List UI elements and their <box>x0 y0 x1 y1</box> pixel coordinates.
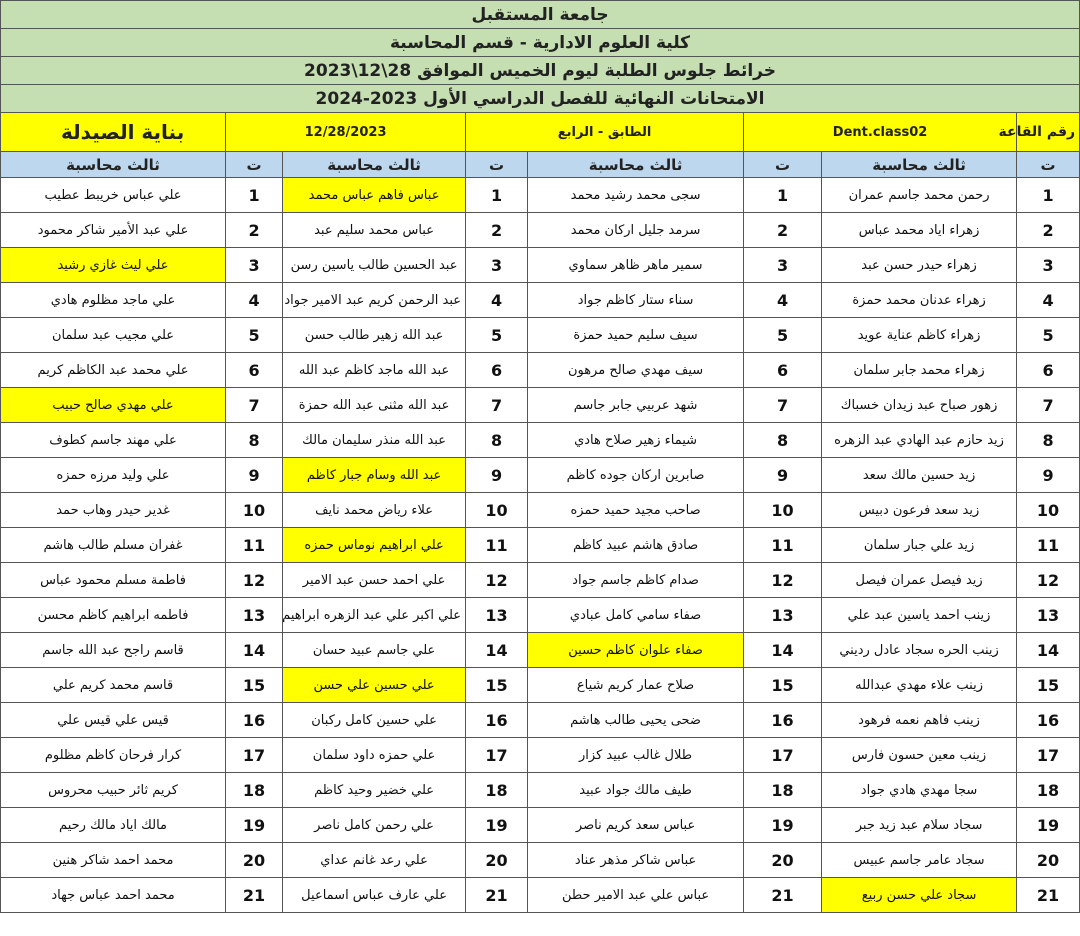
student-name: غفران مسلم طالب هاشم <box>1 528 226 563</box>
table-row <box>1 458 1080 493</box>
student-name: فاطمه ابراهيم كاظم محسن <box>1 598 226 633</box>
hall-label: رقم القاعة <box>1017 113 1080 152</box>
student-name: قيس علي قيس علي <box>1 703 226 738</box>
seat-number: 3 <box>1017 248 1080 283</box>
student-name: عبد الرحمن كريم عبد الامير جواد <box>283 283 466 318</box>
seat-number: 6 <box>466 353 528 388</box>
seat-number: 20 <box>466 843 528 878</box>
student-name: علاء رياض محمد نايف <box>283 493 466 528</box>
seat-number: 19 <box>226 808 283 843</box>
student-name: عباس شاكر مذهر عناد <box>528 843 744 878</box>
student-name: مالك اياد مالك رحيم <box>1 808 226 843</box>
info-row <box>1 113 1080 152</box>
seat-number: 12 <box>466 563 528 598</box>
student-name: كرار فرحان كاظم مظلوم <box>1 738 226 773</box>
table-row <box>1 878 1080 913</box>
seat-number: 13 <box>1017 598 1080 633</box>
student-name: صلاح عمار كريم شياع <box>528 668 744 703</box>
student-name: زينب علاء مهدي عبدالله <box>822 668 1017 703</box>
student-name: شهد عربيي جابر جاسم <box>528 388 744 423</box>
student-name: زهراء اياد محمد عباس <box>822 213 1017 248</box>
student-name: علي حمزه داود سلمان <box>283 738 466 773</box>
seat-number: 4 <box>226 283 283 318</box>
student-name: علي عارف عباس اسماعيل <box>283 878 466 913</box>
seat-number: 9 <box>1017 458 1080 493</box>
seat-number: 4 <box>1017 283 1080 318</box>
student-name: زينب احمد ياسين عبد علي <box>822 598 1017 633</box>
seat-number: 7 <box>226 388 283 423</box>
student-name: علي مهند جاسم كطوف <box>1 423 226 458</box>
student-name: زيد فيصل عمران فيصل <box>822 563 1017 598</box>
table-row <box>1 563 1080 598</box>
student-name: سجاد علي حسن ربيع <box>822 878 1017 913</box>
seat-number: 12 <box>226 563 283 598</box>
student-name: زيد علي جبار سلمان <box>822 528 1017 563</box>
column-header-stage: ثالث محاسبة <box>528 152 744 178</box>
student-name: سجا مهدي هادي جواد <box>822 773 1017 808</box>
table-row <box>1 808 1080 843</box>
seat-number: 15 <box>1017 668 1080 703</box>
seat-number: 11 <box>744 528 822 563</box>
table-row <box>1 843 1080 878</box>
seat-number: 17 <box>744 738 822 773</box>
seat-number: 7 <box>744 388 822 423</box>
student-name: علي عبد الأمير شاكر محمود <box>1 213 226 248</box>
student-name: سجاد عامر جاسم عبيس <box>822 843 1017 878</box>
student-name: علي اكبر علي عبد الزهره ابراهيم <box>283 598 466 633</box>
table-row <box>1 598 1080 633</box>
student-name: عبد الله مثنى عبد الله حمزة <box>283 388 466 423</box>
seat-number: 10 <box>466 493 528 528</box>
seat-number: 21 <box>1017 878 1080 913</box>
seat-number: 4 <box>466 283 528 318</box>
seat-number: 16 <box>226 703 283 738</box>
student-name: طلال غالب عبيد كزار <box>528 738 744 773</box>
student-name: فاطمة مسلم محمود عباس <box>1 563 226 598</box>
seat-number: 21 <box>744 878 822 913</box>
table-row <box>1 703 1080 738</box>
title-row-exams <box>1 85 1080 113</box>
student-name: علي مجيب عبد سلمان <box>1 318 226 353</box>
student-name: زينب الحره سجاد عادل رديني <box>822 633 1017 668</box>
seat-number: 8 <box>226 423 283 458</box>
seat-number: 11 <box>226 528 283 563</box>
seat-number: 17 <box>226 738 283 773</box>
student-name: علي رحمن كامل ناصر <box>283 808 466 843</box>
seat-number: 13 <box>226 598 283 633</box>
seat-number: 15 <box>226 668 283 703</box>
student-name: شيماء زهير صلاح هادي <box>528 423 744 458</box>
seat-number: 12 <box>1017 563 1080 598</box>
table-row <box>1 493 1080 528</box>
student-name: زيد حازم عبد الهادي عبد الزهره <box>822 423 1017 458</box>
seat-number: 9 <box>744 458 822 493</box>
seat-number: 6 <box>226 353 283 388</box>
table-row <box>1 283 1080 318</box>
seat-number: 16 <box>466 703 528 738</box>
table-row <box>1 353 1080 388</box>
column-header-seq: ت <box>744 152 822 178</box>
student-name: محمد احمد عباس جهاد <box>1 878 226 913</box>
student-name: علي احمد حسن عبد الامير <box>283 563 466 598</box>
seat-number: 17 <box>466 738 528 773</box>
seat-number: 2 <box>1017 213 1080 248</box>
seat-number: 18 <box>466 773 528 808</box>
seat-number: 20 <box>744 843 822 878</box>
university-title: جامعة المستقبل <box>1 1 1080 29</box>
seat-number: 2 <box>744 213 822 248</box>
student-name: سمير ماهر ظاهر سماوي <box>528 248 744 283</box>
student-name: طيف مالك جواد عبيد <box>528 773 744 808</box>
seat-number: 9 <box>466 458 528 493</box>
table-row <box>1 178 1080 213</box>
seat-number: 19 <box>466 808 528 843</box>
seat-number: 18 <box>1017 773 1080 808</box>
student-name: زيد سعد فرعون دبيس <box>822 493 1017 528</box>
table-row <box>1 773 1080 808</box>
student-name: صادق هاشم عبيد كاظم <box>528 528 744 563</box>
seat-number: 6 <box>1017 353 1080 388</box>
seat-number: 8 <box>1017 423 1080 458</box>
student-name: عباس سعد كريم ناصر <box>528 808 744 843</box>
student-name: عباس علي عبد الامير حطن <box>528 878 744 913</box>
seat-number: 10 <box>744 493 822 528</box>
seat-number: 3 <box>466 248 528 283</box>
seat-number: 19 <box>1017 808 1080 843</box>
student-name: سجاد سلام عبد زيد جبر <box>822 808 1017 843</box>
student-name: علي حسين كامل ركبان <box>283 703 466 738</box>
table-row <box>1 738 1080 773</box>
floor-value: الطابق - الرابع <box>466 113 744 152</box>
seat-number: 5 <box>744 318 822 353</box>
seat-number: 15 <box>466 668 528 703</box>
student-name: عبد الله وسام جبار كاظم <box>283 458 466 493</box>
seat-number: 3 <box>226 248 283 283</box>
column-header-stage: ثالث محاسبة <box>822 152 1017 178</box>
student-name: سيف سليم حميد حمزة <box>528 318 744 353</box>
student-name: علي خضير وحيد كاظم <box>283 773 466 808</box>
college-title: كلية العلوم الادارية - قسم المحاسبة <box>1 29 1080 57</box>
seat-number: 20 <box>226 843 283 878</box>
student-name: علي ليث غازي رشيد <box>1 248 226 283</box>
seat-number: 11 <box>1017 528 1080 563</box>
seat-number: 18 <box>744 773 822 808</box>
student-name: محمد احمد شاكر هنين <box>1 843 226 878</box>
seat-number: 13 <box>744 598 822 633</box>
title-row-college <box>1 29 1080 57</box>
student-name: ضحى يحيى طالب هاشم <box>528 703 744 738</box>
student-name: علي جاسم عبيد حسان <box>283 633 466 668</box>
date-value: 12/28/2023 <box>226 113 466 152</box>
student-name: عباس محمد سليم عبد <box>283 213 466 248</box>
column-header-row <box>1 152 1080 178</box>
seat-number: 1 <box>744 178 822 213</box>
student-name: علي حسين علي حسن <box>283 668 466 703</box>
title-row-university <box>1 1 1080 29</box>
seat-number: 9 <box>226 458 283 493</box>
student-name: صدام كاظم جاسم جواد <box>528 563 744 598</box>
student-name: علي وليد مرزه حمزه <box>1 458 226 493</box>
student-name: علي ابراهيم نوماس حمزه <box>283 528 466 563</box>
student-name: سيف مهدي صالح مرهون <box>528 353 744 388</box>
seat-number: 6 <box>744 353 822 388</box>
student-name: عبد الحسين طالب ياسين رسن <box>283 248 466 283</box>
student-name: قاسم راجح عبد الله جاسم <box>1 633 226 668</box>
table-row <box>1 668 1080 703</box>
seat-number: 14 <box>466 633 528 668</box>
seat-number: 1 <box>1017 178 1080 213</box>
seat-number: 17 <box>1017 738 1080 773</box>
student-name: قاسم محمد كريم علي <box>1 668 226 703</box>
column-header-stage: ثالث محاسبة <box>283 152 466 178</box>
student-name: سرمد جليل اركان محمد <box>528 213 744 248</box>
seat-number: 5 <box>1017 318 1080 353</box>
seat-number: 5 <box>466 318 528 353</box>
building-value: بناية الصيدلة <box>1 113 226 152</box>
table-row <box>1 423 1080 458</box>
table-row <box>1 388 1080 423</box>
seat-number: 12 <box>744 563 822 598</box>
seat-number: 18 <box>226 773 283 808</box>
table-row <box>1 633 1080 668</box>
student-name: زهراء كاظم عناية عويد <box>822 318 1017 353</box>
student-name: كريم ثائر حبيب محروس <box>1 773 226 808</box>
seat-number: 21 <box>226 878 283 913</box>
seat-number: 14 <box>744 633 822 668</box>
seat-number: 1 <box>226 178 283 213</box>
table-row <box>1 528 1080 563</box>
seat-number: 5 <box>226 318 283 353</box>
seat-number: 7 <box>466 388 528 423</box>
column-header-seq: ت <box>466 152 528 178</box>
seat-number: 14 <box>1017 633 1080 668</box>
seating-title: خرائط جلوس الطلبة ليوم الخميس الموافق 28\12\2023 <box>1 57 1080 85</box>
student-name: سناء ستار كاظم جواد <box>528 283 744 318</box>
student-name: زهور صباح عبد زيدان خسباك <box>822 388 1017 423</box>
hall-value: Dent.class02 <box>744 113 1017 152</box>
seat-number: 15 <box>744 668 822 703</box>
student-name: عباس فاهم عباس محمد <box>283 178 466 213</box>
seat-number: 19 <box>744 808 822 843</box>
student-name: غدير حيدر وهاب حمد <box>1 493 226 528</box>
seat-number: 2 <box>226 213 283 248</box>
seat-number: 11 <box>466 528 528 563</box>
student-name: زينب فاهم نعمه فرهود <box>822 703 1017 738</box>
column-header-stage: ثالث محاسبة <box>1 152 226 178</box>
seat-number: 10 <box>226 493 283 528</box>
seat-number: 1 <box>466 178 528 213</box>
student-name: صفاء علوان كاظم حسين <box>528 633 744 668</box>
student-name: علي محمد عبد الكاظم كريم <box>1 353 226 388</box>
seat-number: 21 <box>466 878 528 913</box>
student-name: عبد الله منذر سليمان مالك <box>283 423 466 458</box>
student-name: علي مهدي صالح حبيب <box>1 388 226 423</box>
seat-number: 7 <box>1017 388 1080 423</box>
table-row <box>1 318 1080 353</box>
student-name: علي عباس خريبط عطيب <box>1 178 226 213</box>
student-name: زهراء حيدر حسن عبد <box>822 248 1017 283</box>
seat-number: 10 <box>1017 493 1080 528</box>
column-header-seq: ت <box>226 152 283 178</box>
student-name: علي رعد غانم عداي <box>283 843 466 878</box>
seat-number: 2 <box>466 213 528 248</box>
seat-number: 4 <box>744 283 822 318</box>
table-row <box>1 213 1080 248</box>
student-name: رحمن محمد جاسم عمران <box>822 178 1017 213</box>
student-name: عبد الله ماجد كاظم عبد الله <box>283 353 466 388</box>
student-name: زهراء عدنان محمد حمزة <box>822 283 1017 318</box>
seat-number: 13 <box>466 598 528 633</box>
student-name: زيد حسين مالك سعد <box>822 458 1017 493</box>
seat-number: 14 <box>226 633 283 668</box>
column-header-seq: ت <box>1017 152 1080 178</box>
title-row-seating <box>1 57 1080 85</box>
seat-number: 3 <box>744 248 822 283</box>
exams-title: الامتحانات النهائية للفصل الدراسي الأول 2023-2024 <box>1 85 1080 113</box>
student-name: صاحب مجيد حميد حمزه <box>528 493 744 528</box>
student-name: زينب معين حسون فارس <box>822 738 1017 773</box>
student-name: صفاء سامي كامل عبادي <box>528 598 744 633</box>
student-name: صابرين اركان جوده كاظم <box>528 458 744 493</box>
seat-number: 20 <box>1017 843 1080 878</box>
seat-number: 8 <box>744 423 822 458</box>
student-name: زهراء محمد جابر سلمان <box>822 353 1017 388</box>
student-name: علي ماجد مظلوم هادي <box>1 283 226 318</box>
seat-number: 16 <box>744 703 822 738</box>
seat-number: 8 <box>466 423 528 458</box>
table-row <box>1 248 1080 283</box>
student-name: سجى محمد رشيد محمد <box>528 178 744 213</box>
seat-number: 16 <box>1017 703 1080 738</box>
student-name: عبد الله زهير طالب حسن <box>283 318 466 353</box>
